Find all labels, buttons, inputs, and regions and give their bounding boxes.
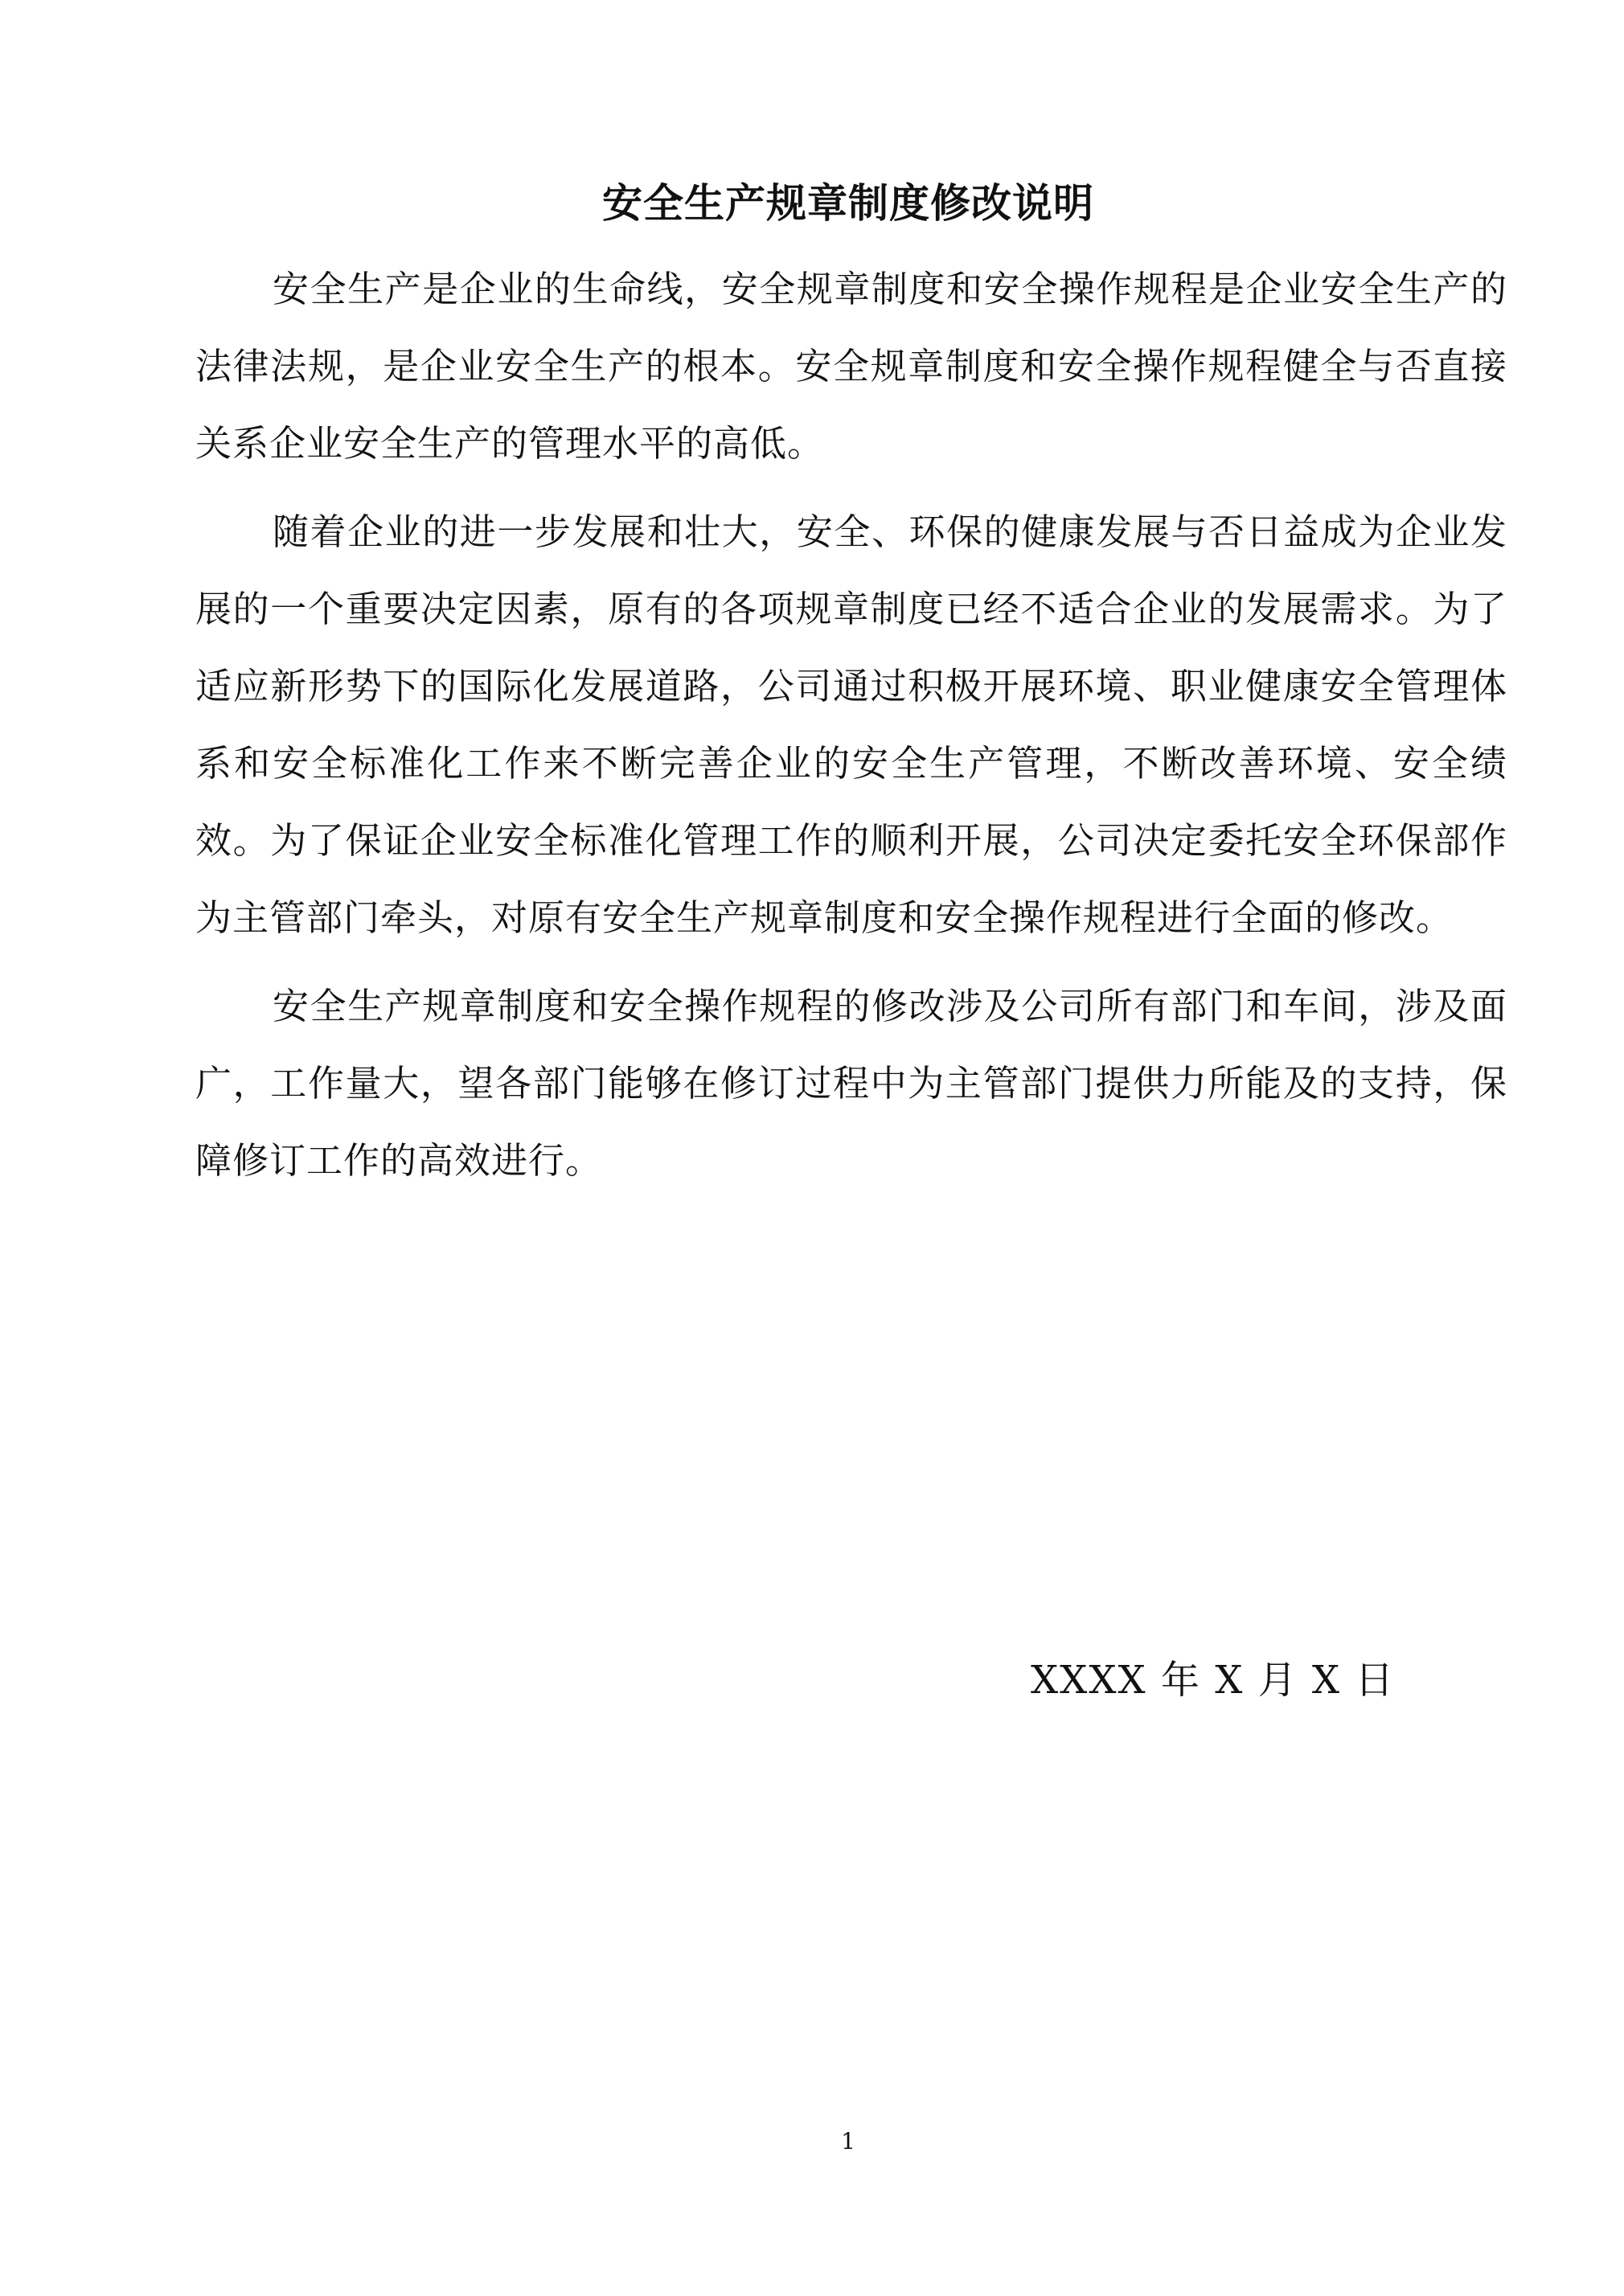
document-body <box>195 251 1507 1199</box>
paragraph-2: 随着企业的进一步发展和壮大，安全、环保的健康发展与否日益成为企业发展的一个重要决定因素，原有的各项规章制度已经不适合企业的发展需求。为了适应新形势下的国际化发展道路，公司通过积极开展环境、职业健康安全管理体系和安全标准化工作来不断完善企业的安全生产管理，不断改善环境、安全绩效。为了保证企业安全标准化管理工作的顺利开展，公司决定委托安全环保部作为主管部门牵头，对原有安全生产规章制度和安全操作规程进行全面的修改。 <box>195 510 1507 939</box>
paragraph-3: 安全生产规章制度和安全操作规程的修改涉及公司所有部门和车间，涉及面广，工作量大，望各部门能够在修订过程中为主管部门提供力所能及的支持，保障修订工作的高效进行。 <box>195 985 1507 1182</box>
document-title: 安全生产规章制度修改说明 <box>602 180 1094 227</box>
document-date: XXXX 年 X 月 X 日 <box>1031 1658 1396 1703</box>
page-number: 1 <box>841 2128 855 2155</box>
paragraph-1: 安全生产是企业的生命线，安全规章制度和安全操作规程是企业安全生产的法律法规，是企业安全生产的根本。安全规章制度和安全操作规程健全与否直接关系企业安全生产的管理水平的高低。 <box>195 268 1507 465</box>
